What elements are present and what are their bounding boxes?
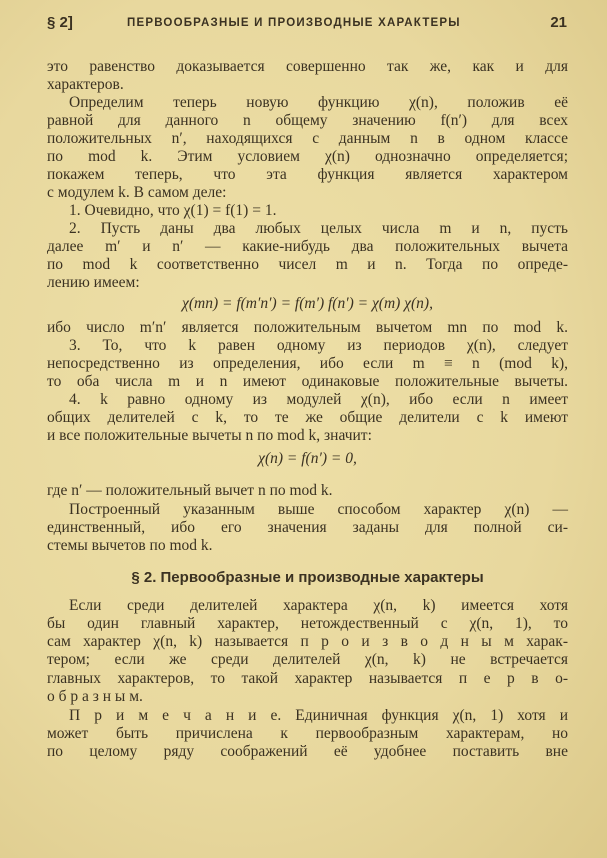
formula-line: χ(n) = f(n′) = 0, [258,450,357,467]
text-line: по целому ряду соображений её удобнее поставить вне [47,743,568,760]
text-line: непосредственно из определения, ибо если m ≡ n (mod k), [47,355,568,372]
text-line: о б р а з н ы м. [47,688,143,705]
text-line: 1. Очевидно, что χ(1) = f(1) = 1. [69,202,277,219]
text-line: то оба числа m и n имеют одинаковые положительные вычеты. [47,373,568,390]
text-line: стемы вычетов по mod k. [47,537,213,554]
text-line: покажем теперь, что эта функция является характером [47,166,568,183]
text-line: бы один главный характер, нетождественный с χ(n, 1), то [47,615,568,632]
text-line: характеров. [47,76,124,93]
text-line: это равенство доказывается совершенно так же, как и для [47,58,568,75]
running-title: ПЕРВООБРАЗНЫЕ И ПРОИЗВОДНЫЕ ХАРАКТЕРЫ [127,17,461,29]
section-heading: § 2. Первообразные и производные характеры [131,569,484,586]
text-line: 2. Пусть даны два любых целых числа m и n, пусть [69,220,568,237]
text-line: ибо число m′n′ является положительным вычетом mn по mod k. [47,319,568,336]
text-line: Определим теперь новую функцию χ(n), положив её [69,94,568,111]
text-line: по mod k соответственно чисел m и n. Тогда по опреде- [47,256,568,273]
text-line: главных характеров, то такой характер называется п е р в о- [47,670,568,687]
text-line: где n′ — положительный вычет n по mod k. [47,482,333,499]
text-line: далее m′ и n′ — какие-нибудь два положительных вычета [47,238,568,255]
text-line: положительных n′, находящихся с данным n в одном классе [47,130,568,147]
text-line: лению имеем: [47,274,140,291]
section-marker: § 2] [47,14,73,31]
page-number: 21 [550,14,567,31]
text-line: П р и м е ч а н и е. Единичная функция χ(n, 1) хотя и [69,707,568,724]
formula-line: χ(mn) = f(m′n′) = f(m′) f(n′) = χ(m) χ(n), [182,295,433,312]
text-line: равной для данного n общему значению f(n′) для всех [47,112,568,129]
text-line: тером; если же среди делителей χ(n, k) не встречается [47,651,568,668]
text-line: 4. k равно одному из модулей χ(n), ибо если n имеет [69,391,568,408]
text-line: 3. То, что k равен одному из периодов χ(n), следует [69,337,568,354]
text-line: по mod k. Этим условием χ(n) однозначно определяется; [47,148,568,165]
text-line: и все положительные вычеты n по mod k, значит: [47,427,372,444]
text-line: общих делителей с k, то те же общие делители с k имеют [47,409,568,426]
text-line: Если среди делителей характера χ(n, k) имеется хотя [69,597,568,614]
text-line: может быть причислена к первообразным характерам, но [47,725,568,742]
text-line: Построенный указанным выше способом характер χ(n) — [69,501,568,518]
running-header [47,14,567,36]
text-line: с модулем k. В самом деле: [47,184,227,201]
text-line: единственный, ибо его значения заданы для полной си- [47,519,568,536]
text-line: сам характер χ(n, k) называется п р о и з в о д н ы м харак- [47,633,568,650]
